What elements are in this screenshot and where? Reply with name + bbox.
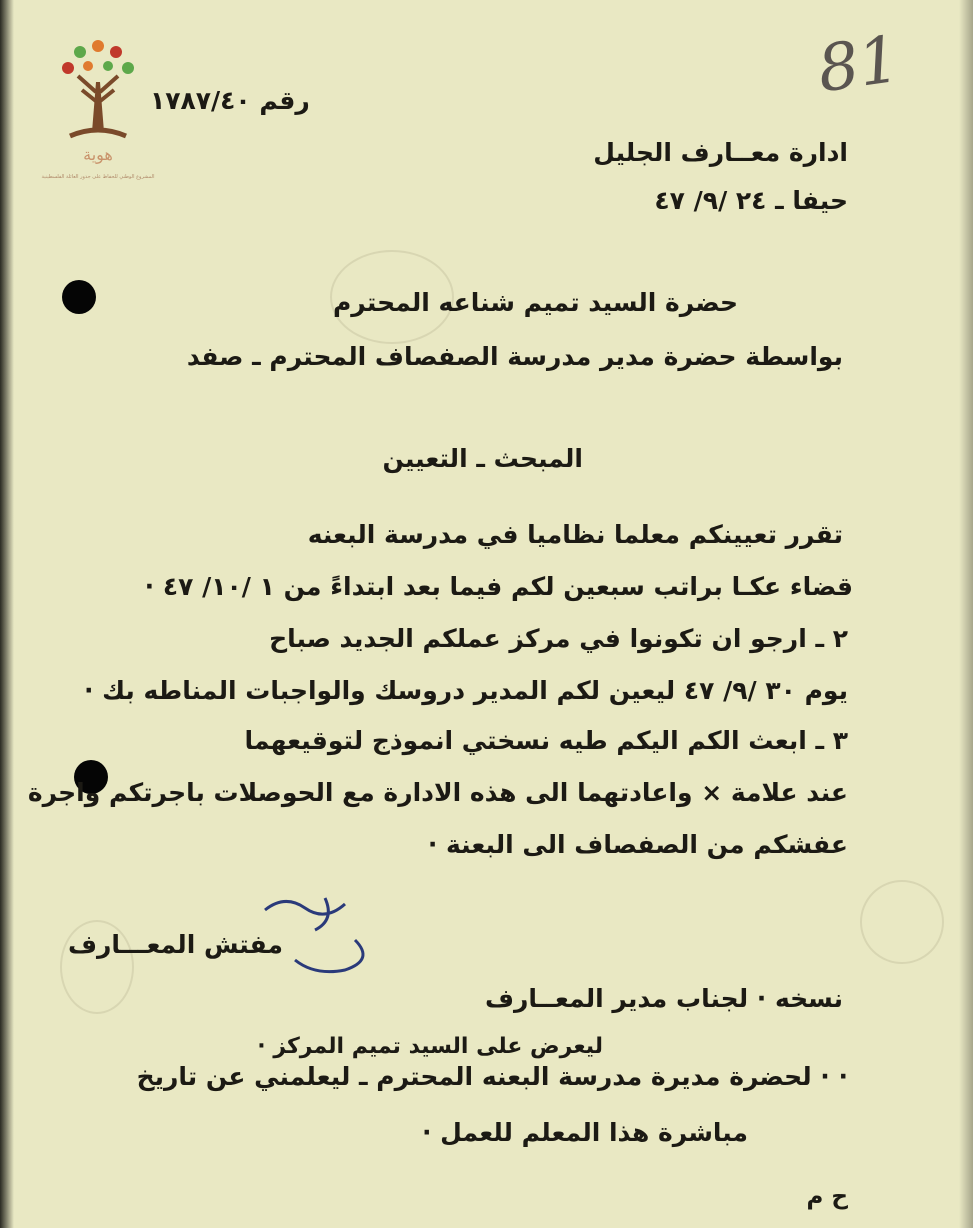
heritage-tree-logo [41,32,155,192]
copies-line-1: نسخه · لجناب مدير المعــارف [484,984,843,1013]
body-line-4: يوم ٣٠ /٩/ ٤٧ ليعين لكم المدير دروسك والواجبات المناطه بك · [83,676,848,705]
logo-caption: هوية [83,145,113,164]
place-date: حيفا ـ ٢٤ /٩/ ٤٧ [654,186,848,215]
recipient-line-2: بواسطة حضرة مدير مدرسة الصفصاف المحترم ـ صفد [186,342,843,371]
reference-label: رقم [259,86,310,115]
body-line-7: عفشكم من الصفصاف الى البعنة · [427,830,848,859]
handwritten-page-number: 81 [813,22,905,108]
logo-subcaption: المشروع الوطني للحفاظ على جذور العائلة الفلسطينية [41,174,155,180]
faint-stamp-mark [860,880,944,964]
body-line-3: ٢ ـ ارجو ان تكونوا في مركز عملكم الجديد صباح [269,624,848,653]
initials: ح م [806,1184,848,1210]
department-name: ادارة معــارف الجليل [593,138,848,167]
copies-line-3: · · لحضرة مديرة مدرسة البعنه المحترم ـ ليعلمني عن تاريخ [136,1062,848,1091]
scan-edge-right [959,0,973,1228]
copies-line-4: مباشرة هذا المعلم للعمل · [421,1118,748,1147]
punch-hole [62,280,96,314]
scan-edge-left [0,0,14,1228]
recipient-line-1: حضرة السيد تميم شناعه المحترم [332,288,738,317]
reference-number: ١٧٨٧/٤٠ [150,86,251,115]
body-line-1: تقرر تعيينكم معلما نظاميا في مدرسة البعنه [307,520,843,549]
body-line-6: عند علامة × واعادتهما الى هذه الادارة مع الحوصلات باجرتكم واجرة [27,778,848,807]
reference-line [150,86,310,116]
body-line-5: ٣ ـ ابعث الكم اليكم طيه نسختي انموذج لتوقيعهما [244,726,848,755]
copies-line-2: ليعرض على السيد تميم المركز · [257,1034,603,1059]
subject-line: المبحث ـ التعيين [382,444,583,473]
signature-title: مفتش المعـــارف [67,930,283,959]
body-line-2: قضاء عكـا براتب سبعين لكم فيما بعد ابتداءً من ١ /١٠/ ٤٧ · [144,572,853,601]
